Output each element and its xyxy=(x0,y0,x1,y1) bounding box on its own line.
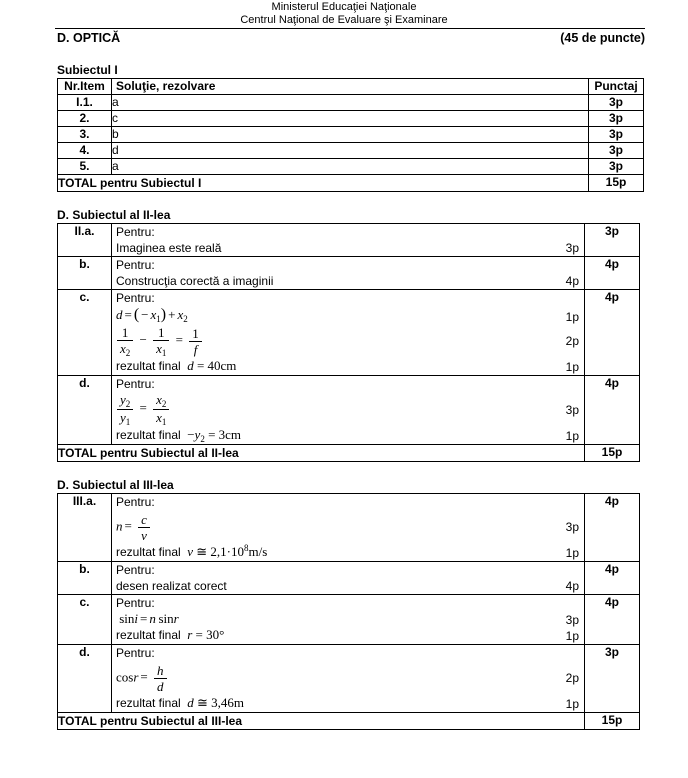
row-solution xyxy=(112,257,585,290)
result-line xyxy=(116,627,584,643)
row-item: I.1. xyxy=(58,95,112,111)
table-total-row xyxy=(58,445,640,462)
table-row xyxy=(58,127,644,143)
table-header-row xyxy=(58,79,644,95)
section-1-label: Subiectul I xyxy=(57,63,118,77)
total-label: TOTAL pentru Subiectul al III-lea xyxy=(58,713,585,730)
row-solution: b xyxy=(112,127,589,143)
row-solution xyxy=(112,376,585,445)
row-item: III.a. xyxy=(58,494,112,562)
total-label: TOTAL pentru Subiectul al II-lea xyxy=(58,445,585,462)
line-points: 1p xyxy=(565,310,579,324)
row-points: 4p xyxy=(585,595,640,645)
solution-text: desen realizat corect xyxy=(116,579,227,593)
row-item: d. xyxy=(58,376,112,445)
solution-text: rezultat final d ≅ 3,46m xyxy=(116,695,244,710)
pentru-label: Pentru: xyxy=(116,495,155,509)
row-item: c. xyxy=(58,595,112,645)
row-points: 3p xyxy=(589,95,644,111)
formula-line xyxy=(116,392,584,427)
row-solution: d xyxy=(112,143,589,159)
ministry-line-2: Centrul Naţional de Evaluare şi Examinare xyxy=(240,13,448,26)
solution-text: rezultat final r = 30° xyxy=(116,627,225,642)
pentru-label: Pentru: xyxy=(116,258,155,272)
section-1-table xyxy=(57,78,644,192)
solution-text: Imaginea este reală xyxy=(116,241,222,255)
line-points: 2p xyxy=(565,671,579,685)
pentru-label: Pentru: xyxy=(116,563,155,577)
formula-line xyxy=(116,611,584,627)
row-points: 3p xyxy=(589,143,644,159)
result-line xyxy=(116,544,584,560)
row-item: II.a. xyxy=(58,224,112,257)
line-points: 1p xyxy=(565,429,579,443)
ministry-line-1: Ministerul Educaţiei Naţionale xyxy=(271,1,417,13)
total-points-label: (45 de puncte) xyxy=(560,31,645,45)
table-row xyxy=(58,645,640,713)
formula-refractive-index: n = $\frac{c}{v}$ xyxy=(116,512,151,543)
row-solution: a xyxy=(112,159,589,175)
row-item: 2. xyxy=(58,111,112,127)
table-row xyxy=(58,143,644,159)
row-item: 3. xyxy=(58,127,112,143)
solution-text: rezultat final d = 40cm xyxy=(116,358,237,373)
line-points: 3p xyxy=(565,402,579,417)
result-line xyxy=(116,358,584,374)
row-points: 4p xyxy=(585,290,640,376)
line-points: 1p xyxy=(565,360,579,374)
section-2-label: D. Subiectul al II-lea xyxy=(57,208,171,222)
row-solution xyxy=(112,595,585,645)
formula-line xyxy=(116,324,584,358)
line-points: 1p xyxy=(565,629,579,643)
row-points: 3p xyxy=(585,645,640,713)
total-points: 15p xyxy=(589,175,644,192)
table-row xyxy=(58,95,644,111)
table-row xyxy=(58,595,640,645)
result-line xyxy=(116,695,584,711)
row-points: 3p xyxy=(585,224,640,257)
table-total-row xyxy=(58,175,644,192)
title-bar xyxy=(57,31,645,45)
formula-line xyxy=(116,306,584,324)
formula-d-equals: d = ( − $x_1) + x_2$ xyxy=(116,306,188,324)
table-row xyxy=(58,290,640,376)
row-solution: a xyxy=(112,95,589,111)
pentru-label: Pentru: xyxy=(116,646,155,660)
line-points: 1p xyxy=(565,546,579,560)
header-divider xyxy=(55,28,645,29)
row-points: 3p xyxy=(589,159,644,175)
pentru-label: Pentru: xyxy=(116,291,155,305)
table-row xyxy=(58,111,644,127)
row-item: b. xyxy=(58,257,112,290)
table-row xyxy=(58,562,640,595)
line-points: 3p xyxy=(565,241,579,255)
row-item: b. xyxy=(58,562,112,595)
row-points: 4p xyxy=(585,257,640,290)
line-points: 4p xyxy=(565,579,579,593)
column-header-solution: Soluţie, rezolvare xyxy=(112,79,589,95)
solution-text: rezultat final v ≅ $2,1\cdot 10^8m/s$ xyxy=(116,543,268,559)
row-item: d. xyxy=(58,645,112,713)
formula-line xyxy=(116,661,584,695)
row-points: 4p xyxy=(585,562,640,595)
row-item: c. xyxy=(58,290,112,376)
table-row xyxy=(58,257,640,290)
solution-text: rezultat final $-y_2 = 3cm$ xyxy=(116,427,242,444)
table-total-row xyxy=(58,713,640,730)
line-points: 4p xyxy=(565,274,579,288)
row-points: 3p xyxy=(589,127,644,143)
row-points: 3p xyxy=(589,111,644,127)
total-points: 15p xyxy=(585,445,640,462)
table-row xyxy=(58,159,644,175)
row-item: 4. xyxy=(58,143,112,159)
document-header xyxy=(0,0,688,26)
total-label: TOTAL pentru Subiectul I xyxy=(58,175,589,192)
solution-text: Construcţia corectă a imaginii xyxy=(116,274,274,288)
row-solution xyxy=(112,224,585,257)
section-3-table xyxy=(57,493,640,730)
total-points: 15p xyxy=(585,713,640,730)
page-title: D. OPTICĂ xyxy=(57,31,121,45)
pentru-label: Pentru: xyxy=(116,377,155,391)
formula-magnification: $\frac{y_2}{y_1}$ = $\frac{x_2}{x_1}$ xyxy=(116,392,170,427)
row-solution xyxy=(112,290,585,376)
section-2-table xyxy=(57,223,640,462)
row-points: 4p xyxy=(585,494,640,562)
formula-snell-law: sini = n sinr xyxy=(116,611,179,626)
row-solution xyxy=(112,645,585,713)
row-item: 5. xyxy=(58,159,112,175)
table-row xyxy=(58,224,640,257)
row-points: 4p xyxy=(585,376,640,445)
line-points: 3p xyxy=(565,520,579,534)
row-solution xyxy=(112,562,585,595)
line-points: 3p xyxy=(565,613,579,627)
table-row xyxy=(58,376,640,445)
pentru-label: Pentru: xyxy=(116,225,155,239)
result-line xyxy=(116,427,584,443)
line-points: 2p xyxy=(565,334,579,348)
column-header-points: Punctaj xyxy=(589,79,644,95)
section-3-label: D. Subiectul al III-lea xyxy=(57,478,174,492)
row-solution: c xyxy=(112,111,589,127)
formula-cos-r: cosr = $\frac{h}{d}$ xyxy=(116,663,168,694)
row-solution xyxy=(112,494,585,562)
formula-lens-equation: $\frac{1}{x_2}$ − $\frac{1}{x_1}$ = $\frac{1}{f}$ xyxy=(116,325,203,358)
table-row xyxy=(58,494,640,562)
column-header-item: Nr.Item xyxy=(58,79,112,95)
formula-line xyxy=(116,510,584,544)
line-points: 1p xyxy=(565,697,579,711)
pentru-label: Pentru: xyxy=(116,596,155,610)
